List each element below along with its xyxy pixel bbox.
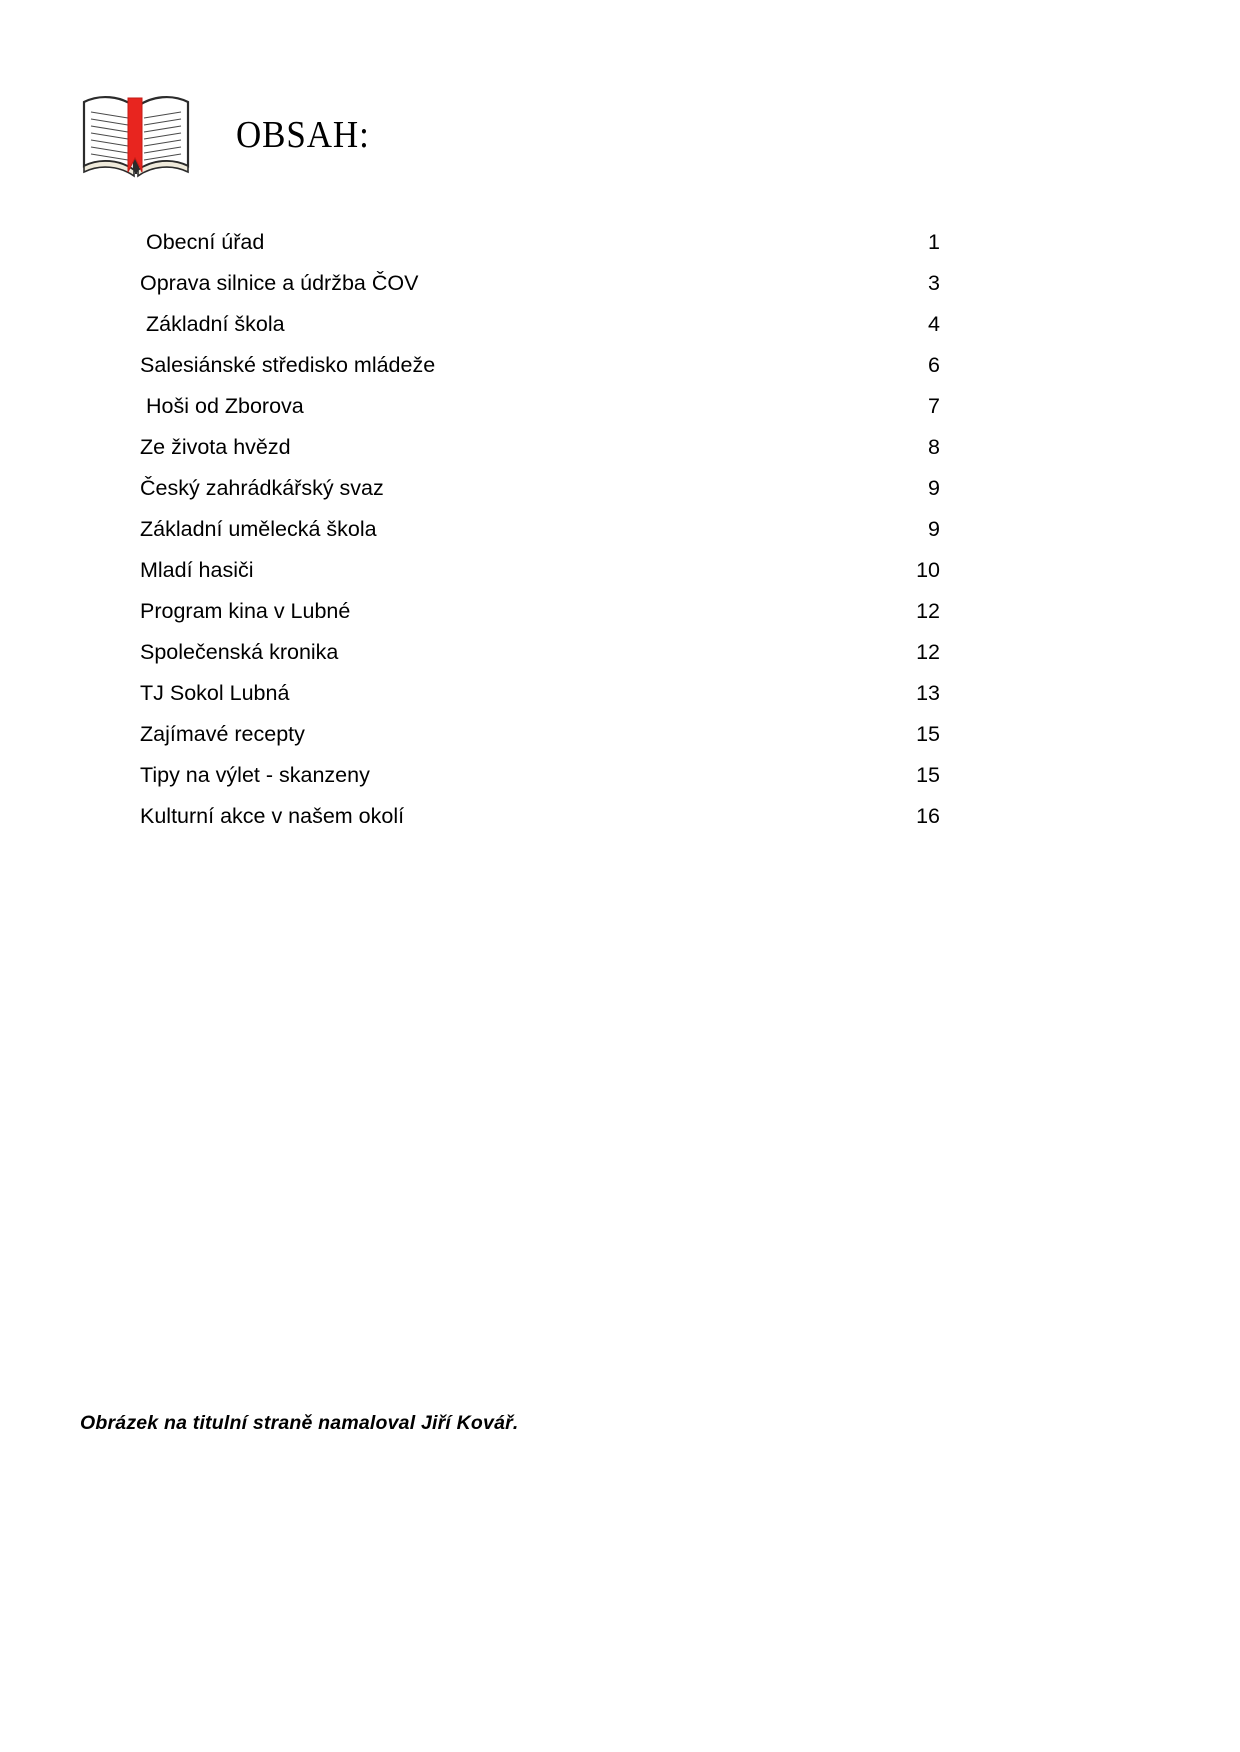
- cover-illustration-credit: Obrázek na titulní straně namaloval Jiří Kovář.: [80, 1412, 519, 1434]
- toc-entry-title: Oprava silnice a údržba ČOV: [140, 271, 419, 295]
- toc-entry[interactable]: [140, 755, 940, 796]
- toc-entry-title: Základní umělecká škola: [140, 517, 377, 541]
- toc-entry[interactable]: [140, 345, 940, 386]
- toc-entry[interactable]: [140, 509, 940, 550]
- toc-entry[interactable]: [140, 591, 940, 632]
- table-of-contents: [140, 222, 940, 837]
- toc-entry[interactable]: [140, 714, 940, 755]
- toc-entry-page: 4: [928, 312, 940, 336]
- toc-entry-page: 12: [916, 599, 940, 623]
- toc-entry[interactable]: [140, 550, 940, 591]
- toc-entry-page: 1: [928, 230, 940, 254]
- toc-entry-title: Hoši od Zborova: [146, 394, 304, 418]
- toc-entry[interactable]: [140, 304, 940, 345]
- toc-entry-title: Základní škola: [146, 312, 285, 336]
- toc-entry-title: Mladí hasiči: [140, 558, 254, 582]
- toc-entry-page: 12: [916, 640, 940, 664]
- open-book-icon: [80, 88, 192, 183]
- toc-entry-page: 6: [928, 353, 940, 377]
- page-title: OBSAH:: [236, 114, 370, 156]
- toc-entry-title: Program kina v Lubné: [140, 599, 351, 623]
- toc-entry-page: 9: [928, 517, 940, 541]
- toc-entry-title: Ze života hvězd: [140, 435, 291, 459]
- toc-entry-page: 9: [928, 476, 940, 500]
- toc-entry[interactable]: [140, 222, 940, 263]
- toc-entry[interactable]: [140, 673, 940, 714]
- toc-entry-title: Český zahrádkářský svaz: [140, 476, 384, 500]
- toc-entry-page: 15: [916, 763, 940, 787]
- toc-entry-page: 10: [916, 558, 940, 582]
- toc-entry[interactable]: [140, 386, 940, 427]
- toc-entry[interactable]: [140, 427, 940, 468]
- toc-entry-page: 3: [928, 271, 940, 295]
- toc-entry-title: Kulturní akce v našem okolí: [140, 804, 405, 828]
- toc-entry-page: 15: [916, 722, 940, 746]
- toc-entry-title: Zajímavé recepty: [140, 722, 305, 746]
- toc-entry-title: Tipy na výlet - skanzeny: [140, 763, 370, 787]
- toc-entry-page: 8: [928, 435, 940, 459]
- toc-entry[interactable]: [140, 468, 940, 509]
- toc-entry-title: Obecní úřad: [146, 230, 265, 254]
- toc-entry-title: Společenská kronika: [140, 640, 339, 664]
- toc-entry[interactable]: [140, 263, 940, 304]
- toc-entry[interactable]: [140, 796, 940, 837]
- toc-entry[interactable]: [140, 632, 940, 673]
- contents-header: [80, 80, 980, 190]
- toc-entry-page: 16: [916, 804, 940, 828]
- toc-entry-title: Salesiánské středisko mládeže: [140, 353, 436, 377]
- toc-entry-title: TJ Sokol Lubná: [140, 681, 290, 705]
- toc-entry-page: 7: [928, 394, 940, 418]
- toc-entry-page: 13: [916, 681, 940, 705]
